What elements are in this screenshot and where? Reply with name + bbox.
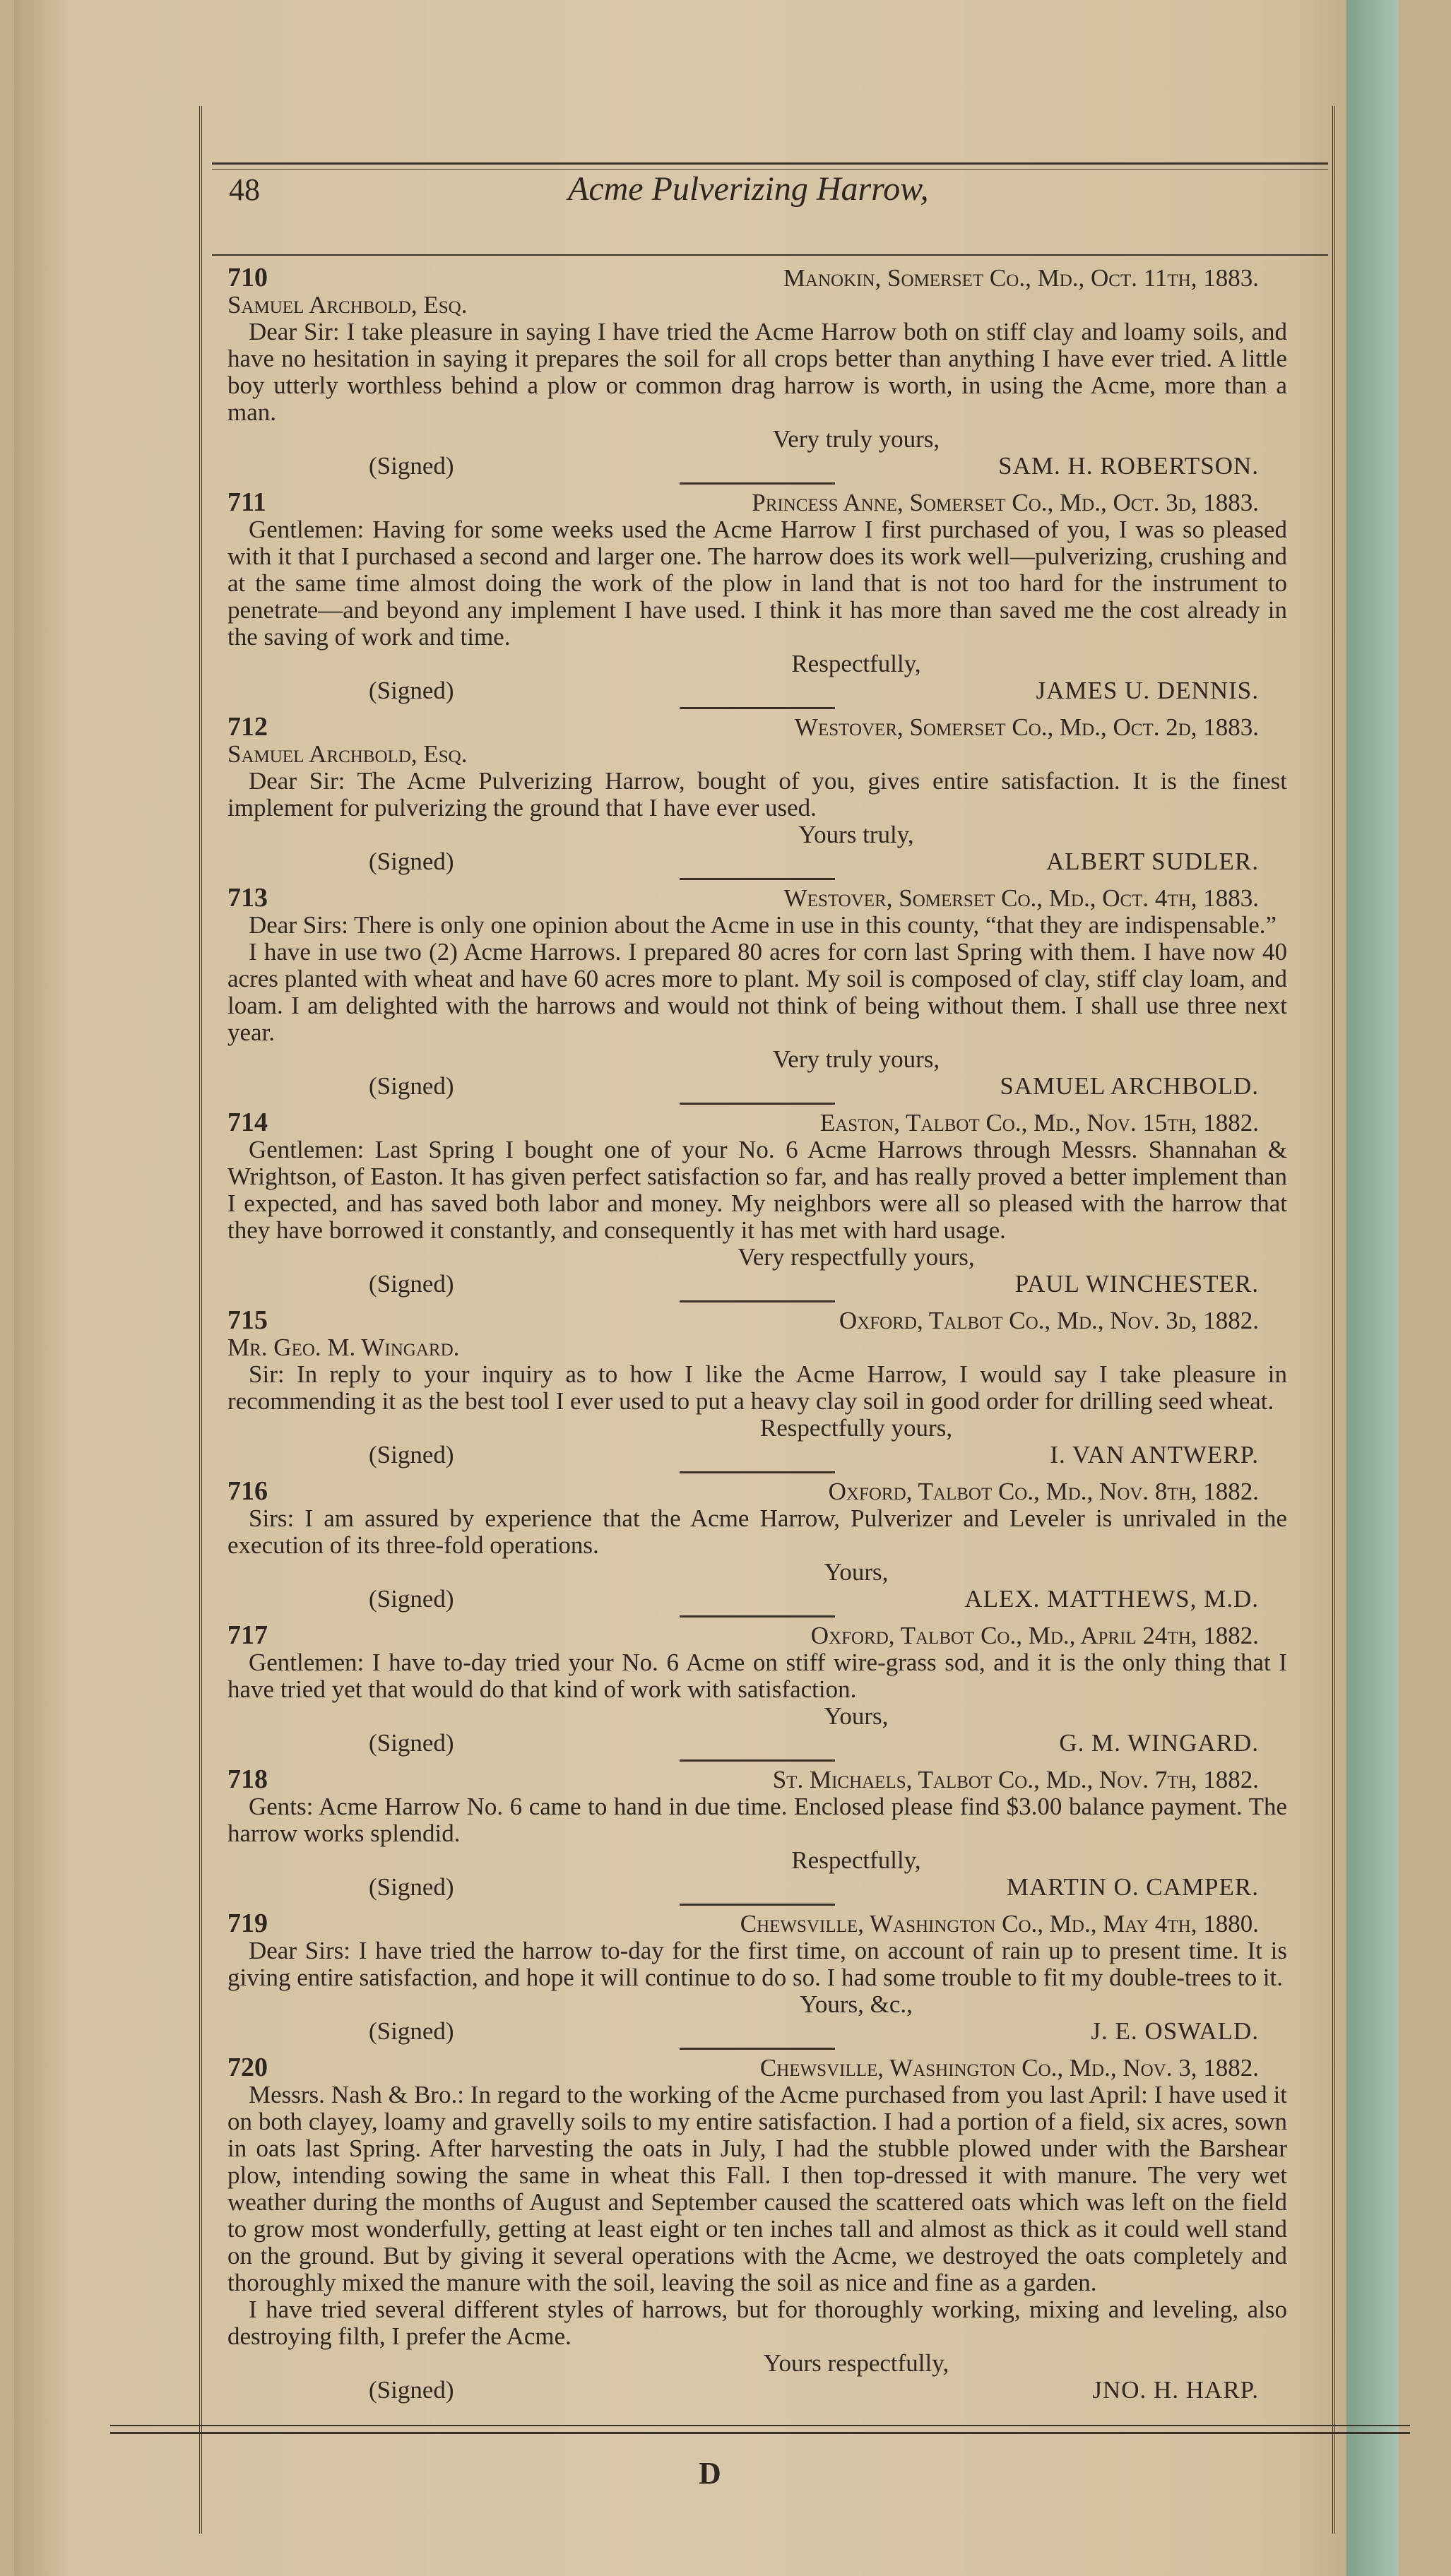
page-number: 48 (229, 172, 260, 207)
letter-place-date: Manokin, Somerset Co., Md., Oct. 11th, 1883. (783, 264, 1259, 292)
letter-signer: SAMUEL ARCHBOLD. (1000, 1072, 1259, 1100)
letter-paragraph: Dear Sirs: I have tried the harrow to-day for the first time, on account of rain up to present time. It is giving entire satisfaction, and hope it will continue to do so. I had some trouble to fit my double-trees to it. (227, 1937, 1287, 1991)
letter-signer: MARTIN O. CAMPER. (1006, 1873, 1259, 1901)
letter-number: 718 (227, 1764, 268, 1794)
testimonial-letter (227, 1307, 1287, 1473)
page-frame (199, 106, 1335, 2534)
letter-separator (680, 1471, 835, 1473)
letter-body (227, 516, 1287, 651)
letter-paragraph: Dear Sir: I take pleasure in saying I have tried the Acme Harrow both on stiff clay and loamy soils, and have no hesitation in saying it prepares the soil for all crops better than anything I have ever tried. A little boy utterly worthless behind a plow or common drag harrow is worth, in using the Acme, more than a man. (227, 318, 1287, 426)
signed-label: (Signed) (369, 1270, 454, 1298)
letter-body (227, 768, 1287, 821)
letter-body (227, 1136, 1287, 1244)
letter-body (227, 1793, 1287, 1847)
letter-closing: Yours truly, (798, 821, 914, 848)
signed-label: (Signed) (369, 677, 454, 704)
letter-paragraph: Gentlemen: I have to-day tried your No. 6 Acme on stiff wire-grass sod, and it is the only thing that I have tried yet that would do that kind of work with satisfaction. (227, 1649, 1287, 1703)
letter-closing: Yours, &c., (800, 1990, 913, 2018)
letter-addressee: Mr. Geo. M. Wingard. (227, 1334, 460, 1361)
letter-number: 710 (227, 263, 268, 292)
letter-place-date: Oxford, Talbot Co., Md., April 24th, 1882. (810, 1622, 1259, 1649)
signed-label: (Signed) (369, 1873, 454, 1901)
letter-separator (680, 2048, 835, 2050)
letter-place-date: Oxford, Talbot Co., Md., Nov. 3d, 1882. (839, 1307, 1259, 1334)
signed-label: (Signed) (369, 2017, 454, 2045)
signed-label: (Signed) (369, 1441, 454, 1468)
letter-place-date: Oxford, Talbot Co., Md., Nov. 8th, 1882. (828, 1478, 1259, 1505)
letter-signer: PAUL WINCHESTER. (1014, 1270, 1259, 1298)
letter-body (227, 912, 1287, 1046)
letter-paragraph: Messrs. Nash & Bro.: In regard to the working of the Acme purchased from you last April: I have used it on both clayey, loamy and gravelly soils to my entire satisfaction. I had a portion of a field, six acres, sown in oats last Spring. After harvesting the oats in July, I had the stubble plowed under with the Barshear plow, intending sowing the same in wheat this Fall. I then top-dressed it with manure. The very wet weather during the months of August and September caused the scattered oats which was left on the field to grow most wonderfully, getting at least eight or ten inches tall and almost as thick as it could well stand on the ground. But by giving it several operations with the Acme, we destroyed the oats completely and thoroughly mixed the manure with the soil, leaving the soil as nice and fine as a garden. (227, 2081, 1287, 2296)
letter-paragraph: Sir: In reply to your inquiry as to how I like the Acme Harrow, I would say I take pleasure in recommending it as the best tool I ever used to put a heavy clay soil in good order for drilling seed wheat. (227, 1360, 1287, 1415)
letter-separator (680, 1615, 835, 1618)
bottom-rule (110, 2425, 1410, 2434)
letter-paragraph: Sirs: I am assured by experience that the Acme Harrow, Pulverizer and Leveler is unrivaled in the execution of its three-fold operations. (227, 1504, 1287, 1559)
testimonial-letter (227, 713, 1287, 880)
letter-number: 716 (227, 1476, 268, 1506)
letter-number: 719 (227, 1909, 268, 1938)
letter-place-date: Chewsville, Washington Co., Md., Nov. 3, 1882. (759, 2054, 1259, 2082)
testimonial-letter (227, 1766, 1287, 1906)
letter-place-date: Chewsville, Washington Co., Md., May 4th, 1880. (740, 1910, 1259, 1937)
letter-addressee: Samuel Archbold, Esq. (227, 291, 468, 319)
letter-body (227, 1937, 1287, 1991)
book-cover-edge (1346, 0, 1399, 2576)
letter-separator (680, 482, 835, 485)
letter-number: 720 (227, 2053, 268, 2082)
letter-closing: Yours respectfully, (763, 2349, 949, 2377)
testimonial-letter (227, 2054, 1287, 2404)
letter-signer: ALEX. MATTHEWS, M.D. (964, 1585, 1259, 1613)
letter-separator (680, 1300, 835, 1302)
letter-separator (680, 878, 835, 880)
letter-closing: Very truly yours, (772, 1045, 940, 1073)
letter-separator (680, 1904, 835, 1906)
testimonial-letter (227, 489, 1287, 709)
letter-paragraph: Gentlemen: Having for some weeks used the Acme Harrow I first purchased of you, I was so pleased with it that I purchased a second and larger one. The harrow does its work well—pulverizing, crushing and at the same time almost doing the work of the plow in land that is not too hard for the instrument to penetrate—and beyond any implement I have used. I think it has more than saved me the cost already in the saving of work and time. (227, 516, 1287, 651)
signed-label: (Signed) (369, 1585, 454, 1613)
letter-place-date: Westover, Somerset Co., Md., Oct. 2d, 1883. (794, 713, 1259, 741)
testimonial-letter (227, 1910, 1287, 2050)
letter-signer: JNO. H. HARP. (1092, 2376, 1259, 2404)
signed-label: (Signed) (369, 2376, 454, 2404)
letter-paragraph: Dear Sir: The Acme Pulverizing Harrow, bought of you, gives entire satisfaction. It is the finest implement for pulverizing the ground that I have ever used. (227, 767, 1287, 821)
letter-number: 715 (227, 1305, 268, 1335)
letter-addressee: Samuel Archbold, Esq. (227, 740, 468, 768)
testimonial-letter (227, 1109, 1287, 1302)
page-paper (14, 0, 1399, 2576)
testimonial-letter (227, 1622, 1287, 1762)
letter-closing: Very truly yours, (772, 425, 940, 453)
letter-closing: Respectfully yours, (759, 1414, 953, 1442)
testimonial-list (227, 264, 1287, 2404)
header-rule (212, 254, 1328, 256)
letter-closing: Yours, (824, 1702, 889, 1730)
letter-number: 717 (227, 1620, 268, 1650)
letter-paragraph: Gents: Acme Harrow No. 6 came to hand in due time. Enclosed please find $3.00 balance payment. The harrow works splendid. (227, 1793, 1287, 1847)
signed-label: (Signed) (369, 452, 454, 480)
letter-closing: Very respectfully yours, (738, 1243, 975, 1271)
letter-signer: G. M. WINGARD. (1059, 1729, 1259, 1757)
testimonial-letter (227, 884, 1287, 1105)
letter-signer: SAM. H. ROBERTSON. (998, 452, 1259, 480)
letter-closing: Yours, (824, 1558, 889, 1586)
letter-body (227, 1505, 1287, 1559)
signed-label: (Signed) (369, 1072, 454, 1100)
signed-label: (Signed) (369, 1729, 454, 1757)
signed-label: (Signed) (369, 848, 454, 875)
letter-place-date: St. Michaels, Talbot Co., Md., Nov. 7th, 1882. (772, 1766, 1259, 1793)
letter-separator (680, 1103, 835, 1105)
letter-separator (680, 1759, 835, 1762)
top-rule (212, 162, 1328, 170)
letter-number: 713 (227, 883, 268, 913)
letter-signer: J. E. OSWALD. (1091, 2017, 1259, 2045)
letter-signer: JAMES U. DENNIS. (1036, 677, 1259, 704)
letter-paragraph: I have tried several different styles of harrows, but for thoroughly working, mixing and leveling, also destroying filth, I prefer the Acme. (227, 2296, 1287, 2350)
letter-number: 714 (227, 1108, 268, 1137)
letter-number: 712 (227, 712, 268, 742)
letter-paragraph: Gentlemen: Last Spring I bought one of your No. 6 Acme Harrows through Messrs. Shannahan & Wrightson, of Easton. It has given perfect satisfaction so far, and has really proved a better implement than I expected, and has saved both labor and money. My neighbors were all so pleased with the harrow that they have borrowed it constantly, and consequently it has met with hard usage. (227, 1136, 1287, 1244)
letter-signer: I. VAN ANTWERP. (1050, 1441, 1259, 1468)
testimonial-letter (227, 1478, 1287, 1618)
letter-place-date: Princess Anne, Somerset Co., Md., Oct. 3d, 1883. (752, 489, 1259, 516)
letter-separator (680, 707, 835, 709)
letter-body (227, 1361, 1287, 1415)
page-header (202, 170, 1332, 254)
letter-signer: ALBERT SUDLER. (1046, 848, 1259, 875)
testimonial-letter (227, 264, 1287, 485)
letter-closing: Respectfully, (791, 1846, 921, 1874)
signature-mark: D (699, 2456, 721, 2491)
letter-closing: Respectfully, (791, 650, 921, 677)
letter-body (227, 319, 1287, 426)
letter-place-date: Westover, Somerset Co., Md., Oct. 4th, 1883. (783, 884, 1259, 912)
letter-paragraph: Dear Sirs: There is only one opinion about the Acme in use in this county, “that they are indispensable.” (249, 911, 1277, 939)
running-title: Acme Pulverizing Harrow, (568, 170, 929, 208)
letter-body (227, 2082, 1287, 2350)
letter-paragraph: I have in use two (2) Acme Harrows. I prepared 80 acres for corn last Spring with them. I have now 40 acres planted with wheat and have 60 acres more to plant. My soil is composed of clay, stiff clay loam, and loam. I am delighted with the harrows and would not think of being without them. I shall use three next year. (227, 938, 1287, 1046)
letter-number: 711 (227, 487, 266, 517)
letter-body (227, 1649, 1287, 1703)
letter-place-date: Easton, Talbot Co., Md., Nov. 15th, 1882. (819, 1109, 1259, 1136)
